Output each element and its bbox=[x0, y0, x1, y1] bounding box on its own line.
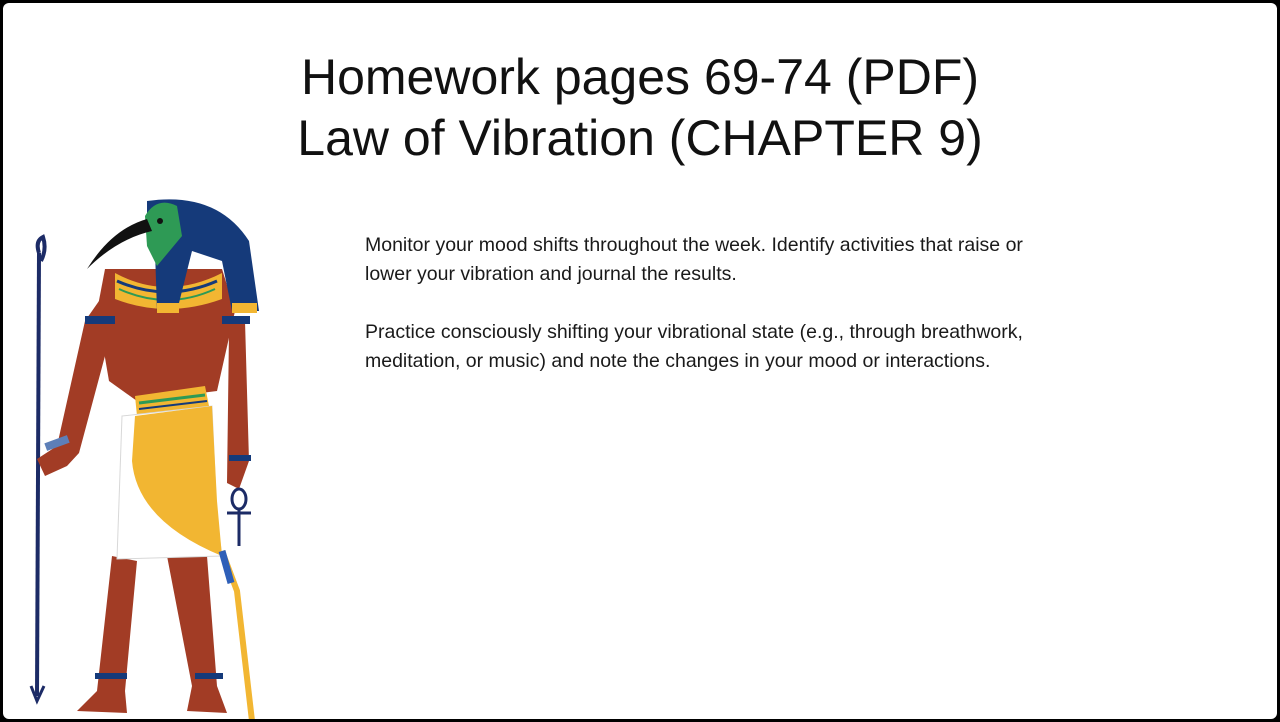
slide bbox=[3, 3, 1277, 719]
title-line-1: Homework pages 69-74 (PDF) bbox=[300, 49, 980, 105]
paragraph-2: Practice consciously shifting your vibrational state (e.g., through breathwork, meditation, or music) and note the changes in your mood or interactions. bbox=[365, 321, 1023, 372]
slide-body bbox=[365, 231, 1045, 405]
paragraph-1: Monitor your mood shifts throughout the week. Identify activities that raise or lower your vibration and journal the results. bbox=[365, 234, 1023, 285]
title-line-2: Law of Vibration (CHAPTER 9) bbox=[297, 110, 983, 166]
slide-title bbox=[3, 47, 1277, 169]
ankh-icon bbox=[227, 489, 251, 546]
thoth-figure-icon bbox=[17, 191, 267, 719]
